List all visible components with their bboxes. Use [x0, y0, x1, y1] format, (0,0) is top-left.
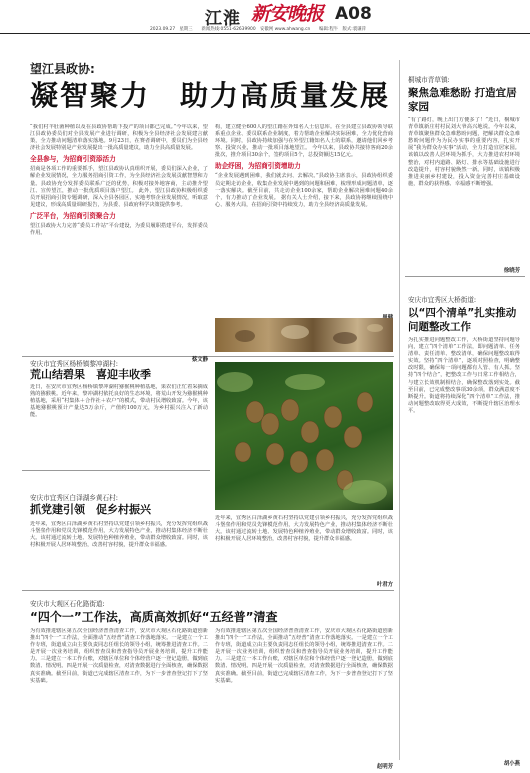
story2-text: 近年来，宜秀区白泽湖乡黄石村坚持以党建引领乡村振兴，充分发挥党组织战斗堡垒作用和党员先锋模范作用，大力发展特色产业，推动村集体经济不断壮大。该村通过流转土地、发展特色种植养殖业，带动群众增收致富。同时，该村积极开展人居环境整治，改善村容村貌，提升群众幸福感。 — [30, 521, 208, 549]
sidebar1-kicker: 桐城市青草镇: — [408, 76, 450, 84]
main-para-1: “我们村羊肚菌种植以及在县政协帮助下投产的项目都已完成。”今年以来，望江县政协委员们对全县发展产业进行调研，积极为全县经济社会发展建言献策，全力推动问题清单落实落地。9月23日，在赛者调研中，委员们为全县经济社会发展特别是产业发展提出一批高质量建议，助力全县高质量发展。 — [30, 124, 208, 152]
story2-continued-text: 近年来，宜秀区白泽湖乡黄石村坚持以党建引领乡村振兴，充分发挥党组织战斗堡垒作用和党员先锋模范作用，大力发展特色产业，推动村集体经济不断壮大。该村通过流转土地、发展特色种植养殖业，带动群众增收致富。同时，该村积极开展人居环境整治，改善村容村貌，提升群众幸福感。 — [215, 515, 393, 543]
sidebar2-text: 为扎实推进问题整改工作，大桥街道坚持问题导向，建立“四个清单”工作法，即问题清单、任务清单、责任清单、整改清单，确保问题整改取得实效。坚持“四个清单”，逐项对照检查，明确整改时限，确保每一项问题都有人管、有人抓。坚持“四个结合”，把整改工作与日常工作相结合，与建立长效机制相结合，确保整改落到实处。截至目前，已完成整改事项30余项，群众满意度不断提升。街道将持续深化“四个清单”工作法，推动问题整改取得更大成效，不断提升辖区治理水平。 — [408, 337, 520, 414]
main-para-6: 今年以来，县政协共接待客商20余批次，推介项目30余个，签约项目5个，总投资额达15亿元。 — [215, 145, 393, 159]
mushroom-photo-art — [215, 318, 393, 352]
main-para-7: “企业发展遇到困难，我们就去问、去解决。”县政协主席表示，县政协组织委员定期走访企业，收集企业发展中遇到的问题和困难，梳理形成问题清单，逐一落实解决。截至目前，共走访企业100余家，帮助企业解决困难问题40余个，有力推动了企业发展。 — [215, 173, 393, 201]
story3-text-col2 — [215, 628, 393, 756]
header-rule — [0, 33, 530, 34]
main-headline: 凝智聚力 助力高质量发展 — [30, 79, 391, 112]
mushroom-photo — [215, 318, 393, 352]
main-para-5: 构，建立健全600人的望江籍在外知名人士信息库。在全县建立县政协领导联系重点企业、委员联系企业制度，着力帮助企业解决实际困难，全力优化营商环境。同时，县政协持续加强与在外望江籍知名人士的联系，邀请他们回乡考察、投资兴业，推动一批项目落地望江。 — [215, 124, 393, 152]
story1-text: 近日，在安庆市宜秀区杨桥镇黎冲湖村猕猴桃种植基地，果农们正忙着采摘成熟的猕猴桃。近年来，黎冲湖村依托良好的生态环境，将荒山开发为猕猴桃种植基地，采用“村集体＋合作社＋农户”的模式，带动村民增收致富。今年，该基地猕猴桃预计产量达5万余斤，产值约100万元，为乡村振兴注入了新动能。 — [30, 384, 208, 419]
region-label: 江淮 — [205, 9, 241, 29]
paper-name: 新安晚报 — [251, 3, 324, 25]
column-rule-right — [399, 60, 400, 760]
sidebar1-headline: 聚焦急难愁盼 打造宜居家园 — [408, 87, 517, 113]
kiwi-photo — [215, 362, 393, 510]
main-subhead-3: 助企纾困，为招商引资增助力 — [215, 162, 301, 171]
main-para-8: 据有关人士介绍，接下来，县政协将继续围绕中心、服务大局，在招商引资中持续发力，助力全县经济高质量发展。 — [215, 194, 393, 208]
main-col1 — [30, 124, 208, 342]
story2-bottom-rule — [22, 590, 394, 591]
main-kicker: 望江县政协: — [30, 62, 95, 76]
main-subhead-2: 广泛平台，为招商引资聚合力 — [30, 211, 116, 220]
sidebar-divider — [405, 276, 525, 277]
main-para-4: 望江县政协大力完善“委员工作站”平台建设，为委员履职搭建平台，发挥委员作用。 — [30, 222, 208, 237]
sidebar1-text: “有了路灯，晚上出门方便多了！”近日，桐城市青草镇新庄村村民刘大爷高兴地说。今年以来，青草镇聚焦群众急难愁盼问题，把解决群众急难愁盼问题作为为民办实事的重要内容，扎实开展“我为群众办实事”活动，全力打造宜居家园。该镇以改善人居环境为抓手，大力推进农村环境整治，对村内道路、路灯、排水等基础设施进行改造提升，村容村貌焕然一新。同时，该镇积极推进美丽乡村建设，投入资金完善村庄基础设施，群众的获得感、幸福感不断增强。 — [408, 117, 520, 187]
page-number: A08 — [335, 4, 372, 24]
story3-text-col1: 为有效推进辖区第五次全国经济普查清查工作，安庆市大观区石化路街道创新推出“四个一”工作法，全面推动“五经普”清查工作落地落实。一是建立一个工作专班，街道成立由主要负责同志任组长的领导小组，统筹推进清查工作。二是开展一次业务培训，组织普查员和普查指导员开展业务培训，提升工作能力。三是建立一本工作台账，对辖区单位和个体经营户逐一登记造册，做到底数清、情况明。四是开展一次质量检查，对清查数据进行全面核查，确保数据真实准确。截至目前，街道已完成辖区清查工作，为下一步普查登记打下了坚实基础。 — [30, 628, 208, 684]
story3-headline: “四个一”工作法，高质高效抓好“五经普”清查 — [30, 610, 278, 624]
story3-continued-text: 为有效推进辖区第五次全国经济普查清查工作，安庆市大观区石化路街道创新推出“四个一”工作法，全面推动“五经普”清查工作落地落实。一是建立一个工作专班，街道成立由主要负责同志任组长的领导小组，统筹推进清查工作。二是开展一次业务培训，组织普查员和普查指导员开展业务培训，提升工作能力。三是建立一本工作台账，对辖区单位和个体经营户逐一登记造册，做到底数清、情况明。四是开展一次质量检查，对清查数据进行全面核查，确保数据真实准确。截至目前，街道已完成辖区清查工作，为下一步普查登记打下了坚实基础。 — [215, 628, 393, 684]
sidebar2-byline: 胡小燕 — [503, 761, 520, 767]
story3-byline: 赵明芳 — [376, 764, 393, 770]
masthead — [0, 0, 530, 34]
story2-kicker: 安庆市宜秀区白泽湖乡黄石村: — [30, 494, 118, 502]
story1-bottom-rule — [22, 470, 210, 471]
sidebar2-headline: 以“四个清单”扎实推动问题整改工作 — [408, 307, 517, 333]
main-para-2: 招商是各项工作的重要抓手，望江县政协认真组织开展，委员们深入企业，了解企业发展情况，全力服务招商引资工作，为全县经济社会发展贡献智慧和力量。县政协充分发挥委员联系广泛的优势，积极对接外地客商，主动推介望江、宣传望江，推动一批优质项目落户望江。 — [30, 166, 208, 194]
main-para-3: 此外，望江县政协积极组织委员开展招商引资专题调研，深入全县各园区，实地考察企业发展情况，听取意见建议，形成高质量调研报告，为县委、县政府科学决策提供参考。 — [30, 187, 208, 208]
story2-headline: 抓党建引领 促乡村振兴 — [30, 503, 151, 516]
kiwi-photo-art — [215, 362, 393, 510]
story2-byline: 叶君方 — [376, 582, 393, 588]
story1-kicker: 安庆市宜秀区杨桥镇黎冲湖村: — [30, 360, 118, 368]
story1-byline: 蔡文静 — [191, 357, 208, 363]
sidebar2-kicker: 安庆市宜秀区大桥街道: — [408, 296, 477, 304]
main-col2 — [215, 124, 393, 300]
main-subhead-1: 全县参与，为招商引资添活力 — [30, 155, 116, 164]
header-meta: 2023.09.27 星期三 新闻热线:0551-62639900 安徽网 www.ahwang.cn 编辑:程牛 版式:裘谦萍 — [150, 27, 366, 32]
sidebar1-byline: 徐晓芳 — [503, 268, 520, 274]
story2-text-continued — [215, 515, 393, 579]
story3-kicker: 安庆市大观区石化路街道: — [30, 600, 105, 608]
story1-headline: 荒山结碧果 喜迎丰收季 — [30, 368, 151, 381]
